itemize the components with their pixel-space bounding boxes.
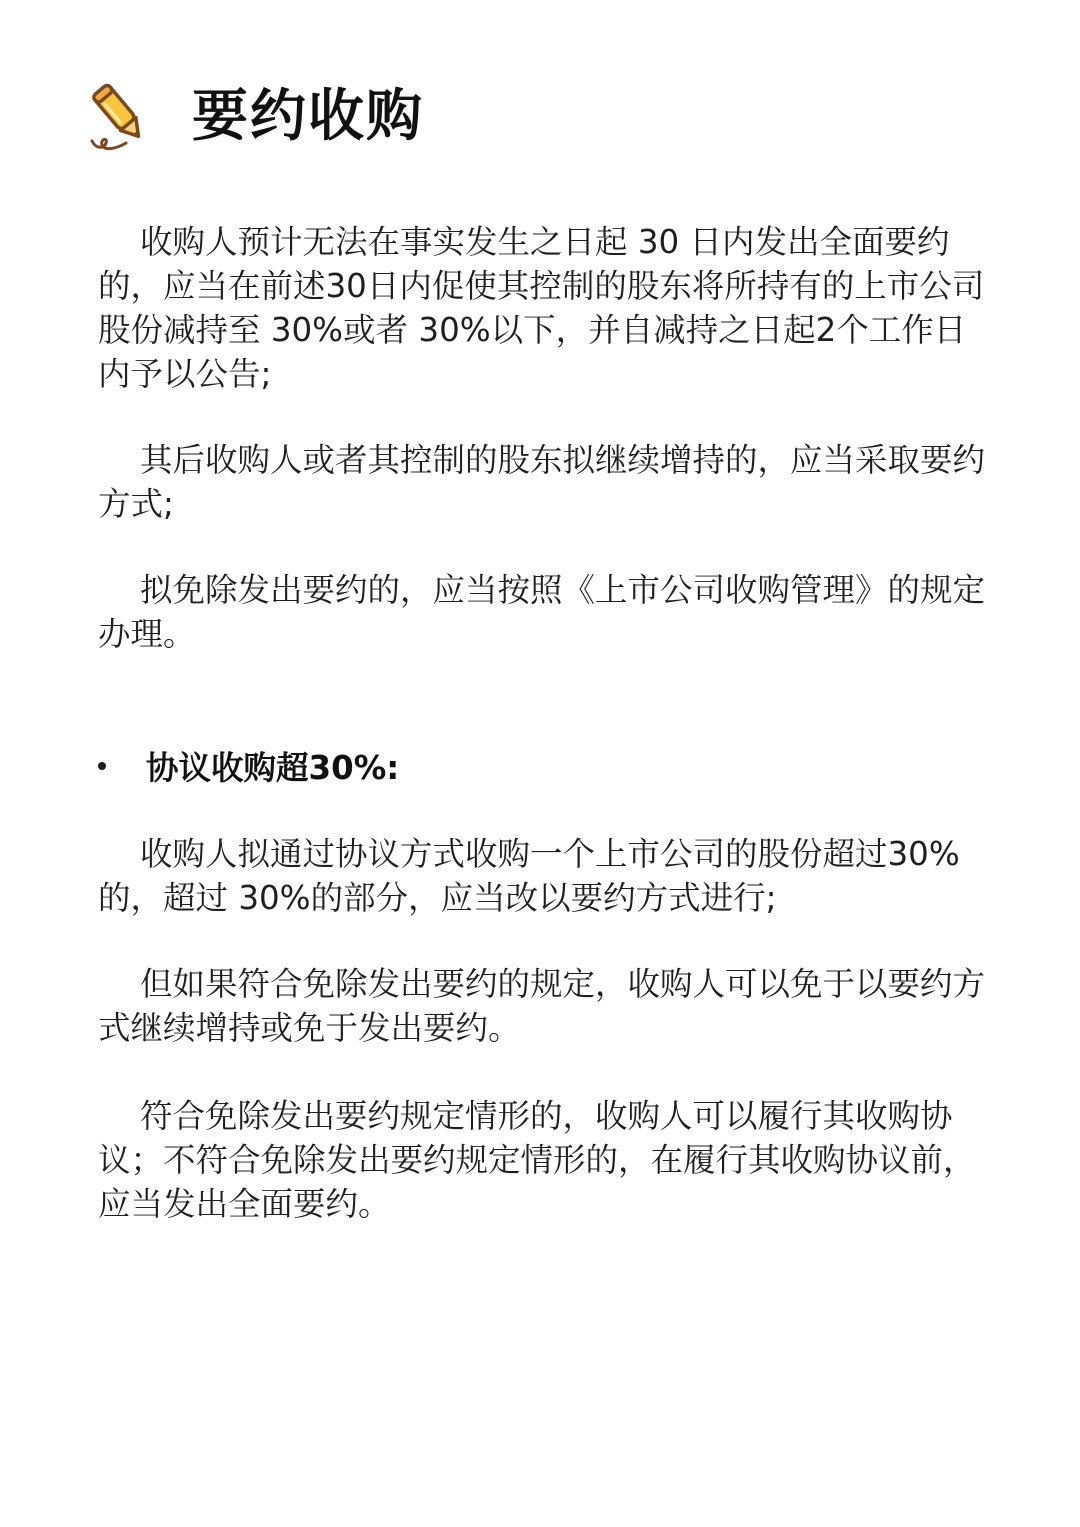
- bullet-item: [98, 744, 399, 788]
- paragraph-1: 收购人预计无法在事实发生之日起 30 日内发出全面要约的，应当在前述30日内促使其控制的股东将所持有的上市公司股份减持至 30%或者 30%以下，并自减持之日起2个工作日内予以公告;: [98, 223, 985, 393]
- paragraph-6: 符合免除发出要约规定情形的，收购人可以履行其收购协议；不符合免除发出要约规定情形的，在履行其收购协议前，应当发出全面要约。: [98, 1097, 976, 1223]
- page-header: [86, 72, 424, 162]
- paragraph-4: 收购人拟通过协议方式收购一个上市公司的股份超过30%的，超过 30%的部分，应当改以要约方式进行;: [98, 835, 960, 917]
- pen-icon: [86, 79, 156, 155]
- bullet-heading: 协议收购超30%:: [146, 749, 400, 787]
- bullet-dot-icon: [98, 762, 106, 770]
- paragraph-3: 拟免除发出要约的，应当按照《上市公司收购管理》的规定办理。: [98, 571, 986, 653]
- page-title: 要约收购: [192, 84, 424, 149]
- paragraph-2: 其后收购人或者其控制的股东拟继续增持的，应当采取要约方式;: [98, 441, 986, 523]
- paragraph-5: 但如果符合免除发出要约的规定，收购人可以免于以要约方式继续增持或免于发出要约。: [98, 965, 986, 1047]
